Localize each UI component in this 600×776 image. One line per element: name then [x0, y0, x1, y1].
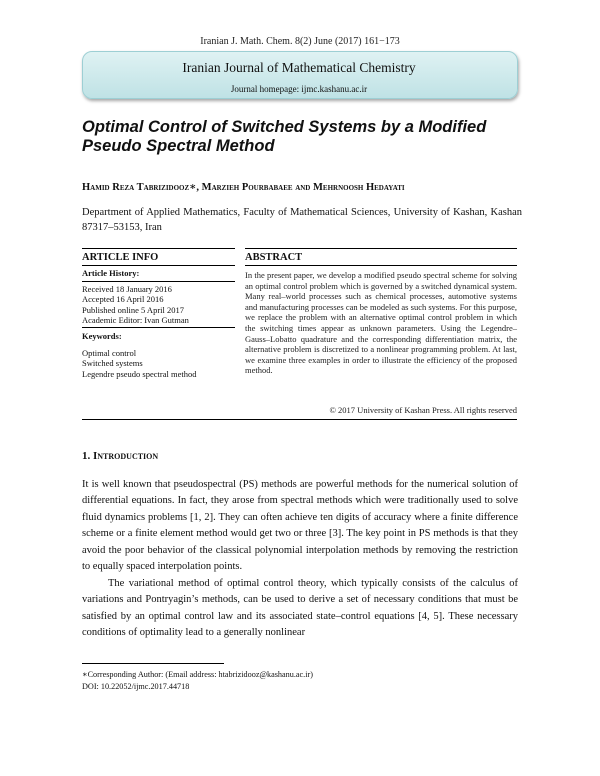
section-heading-introduction: 1. Introduction — [82, 450, 159, 462]
abstract-top-rule — [245, 248, 517, 249]
article-history — [82, 284, 235, 326]
doi: DOI: 10.22052/ijmc.2017.44718 — [82, 682, 190, 691]
copyright-notice: © 2017 University of Kashan Press. All rights reserved — [329, 405, 517, 415]
keywords-top-rule — [82, 327, 235, 328]
keyword: Optimal control — [82, 348, 137, 358]
keyword: Legendre pseudo spectral method — [82, 368, 197, 379]
journal-citation: Iranian J. Math. Chem. 8(2) June (2017) 161−173 — [200, 36, 400, 47]
abstract-heading-rule — [245, 265, 517, 266]
abstract-heading: ABSTRACT — [245, 252, 303, 263]
article-info-heading: ARTICLE INFO — [82, 252, 159, 263]
abstract-bottom-rule — [82, 419, 517, 420]
intro-paragraph-2: The variational method of optimal control theory, which typically consists of the calculus of variations and Pontryagin’s methods, can be used to derive a set of necessary conditions that must be satisfied by an optimal control law and its associated state–control equations [4, 5]. These necessary conditions of optimality lead to a generally nonlinear — [82, 578, 518, 639]
author-list: Hamid Reza Tabrizidooz∗, Marzieh Pourbabaee and Mehrnoosh Hedayati — [82, 182, 405, 193]
intro-paragraph-1: It is well known that pseudospectral (PS) methods are powerful methods for the numerical solution of differential equations. In fact, they arose from spectral methods which were traditionally used to solve fluid dynamics problems [1, 2]. They can often achieve ten digits of accuracy where a finite difference scheme or a finite element method would get two or three [3]. The key point in PS methods is that they avoid the poor behavior of the classical polynomial interpolation methods by removing the restriction to equally spaced interpolation points. — [82, 479, 518, 573]
article-history-heading: Article History: — [82, 268, 140, 278]
paper-title: Optimal Control of Switched Systems by a Modified Pseudo Spectral Method — [82, 118, 487, 155]
abstract-text: In the present paper, we develop a modified pseudo spectral scheme for solving an optimal control problem which is governed by a switched dynamical system. Many real–world processes such as chemical processes, automotive systems and manufacturing processes can be modeled as such systems. For this purpose, we replace the problem with an alternative optimal control problem in which the switching times appear as unknown parameters. Using the Legendre–Gauss–Lobatto quadrature and the corresponding differentiation matrix, the alternative problem is discretized to a nonlinear programming problem. At last, we examine three examples in order to illustrate the efficiency of the proposed method. — [245, 270, 517, 376]
info-top-rule — [82, 248, 235, 249]
history-rule — [82, 281, 235, 282]
footnote-rule — [82, 663, 224, 664]
corresponding-author-note: ∗Corresponding Author: (Email address: htabrizidooz@kashanu.ac.ir) — [82, 670, 313, 679]
keywords-list — [82, 348, 242, 379]
received-date: Received 18 January 2016 — [82, 284, 172, 294]
accepted-date: Accepted 16 April 2016 — [82, 294, 164, 305]
academic-editor: Academic Editor: Ivan Gutman — [82, 315, 189, 326]
info-heading-rule — [82, 265, 235, 266]
author-affiliation: Department of Applied Mathematics, Faculty of Mathematical Sciences, University of Kashan, Kashan 87317–53153, Iran — [82, 207, 522, 233]
journal-homepage: Journal homepage: ijmc.kashanu.ac.ir — [230, 84, 368, 94]
keyword: Switched systems — [82, 358, 143, 369]
journal-name: Iranian Journal of Mathematical Chemistry — [182, 60, 416, 75]
published-date: Published online 5 April 2017 — [82, 304, 184, 315]
keywords-heading: Keywords: — [82, 331, 122, 341]
